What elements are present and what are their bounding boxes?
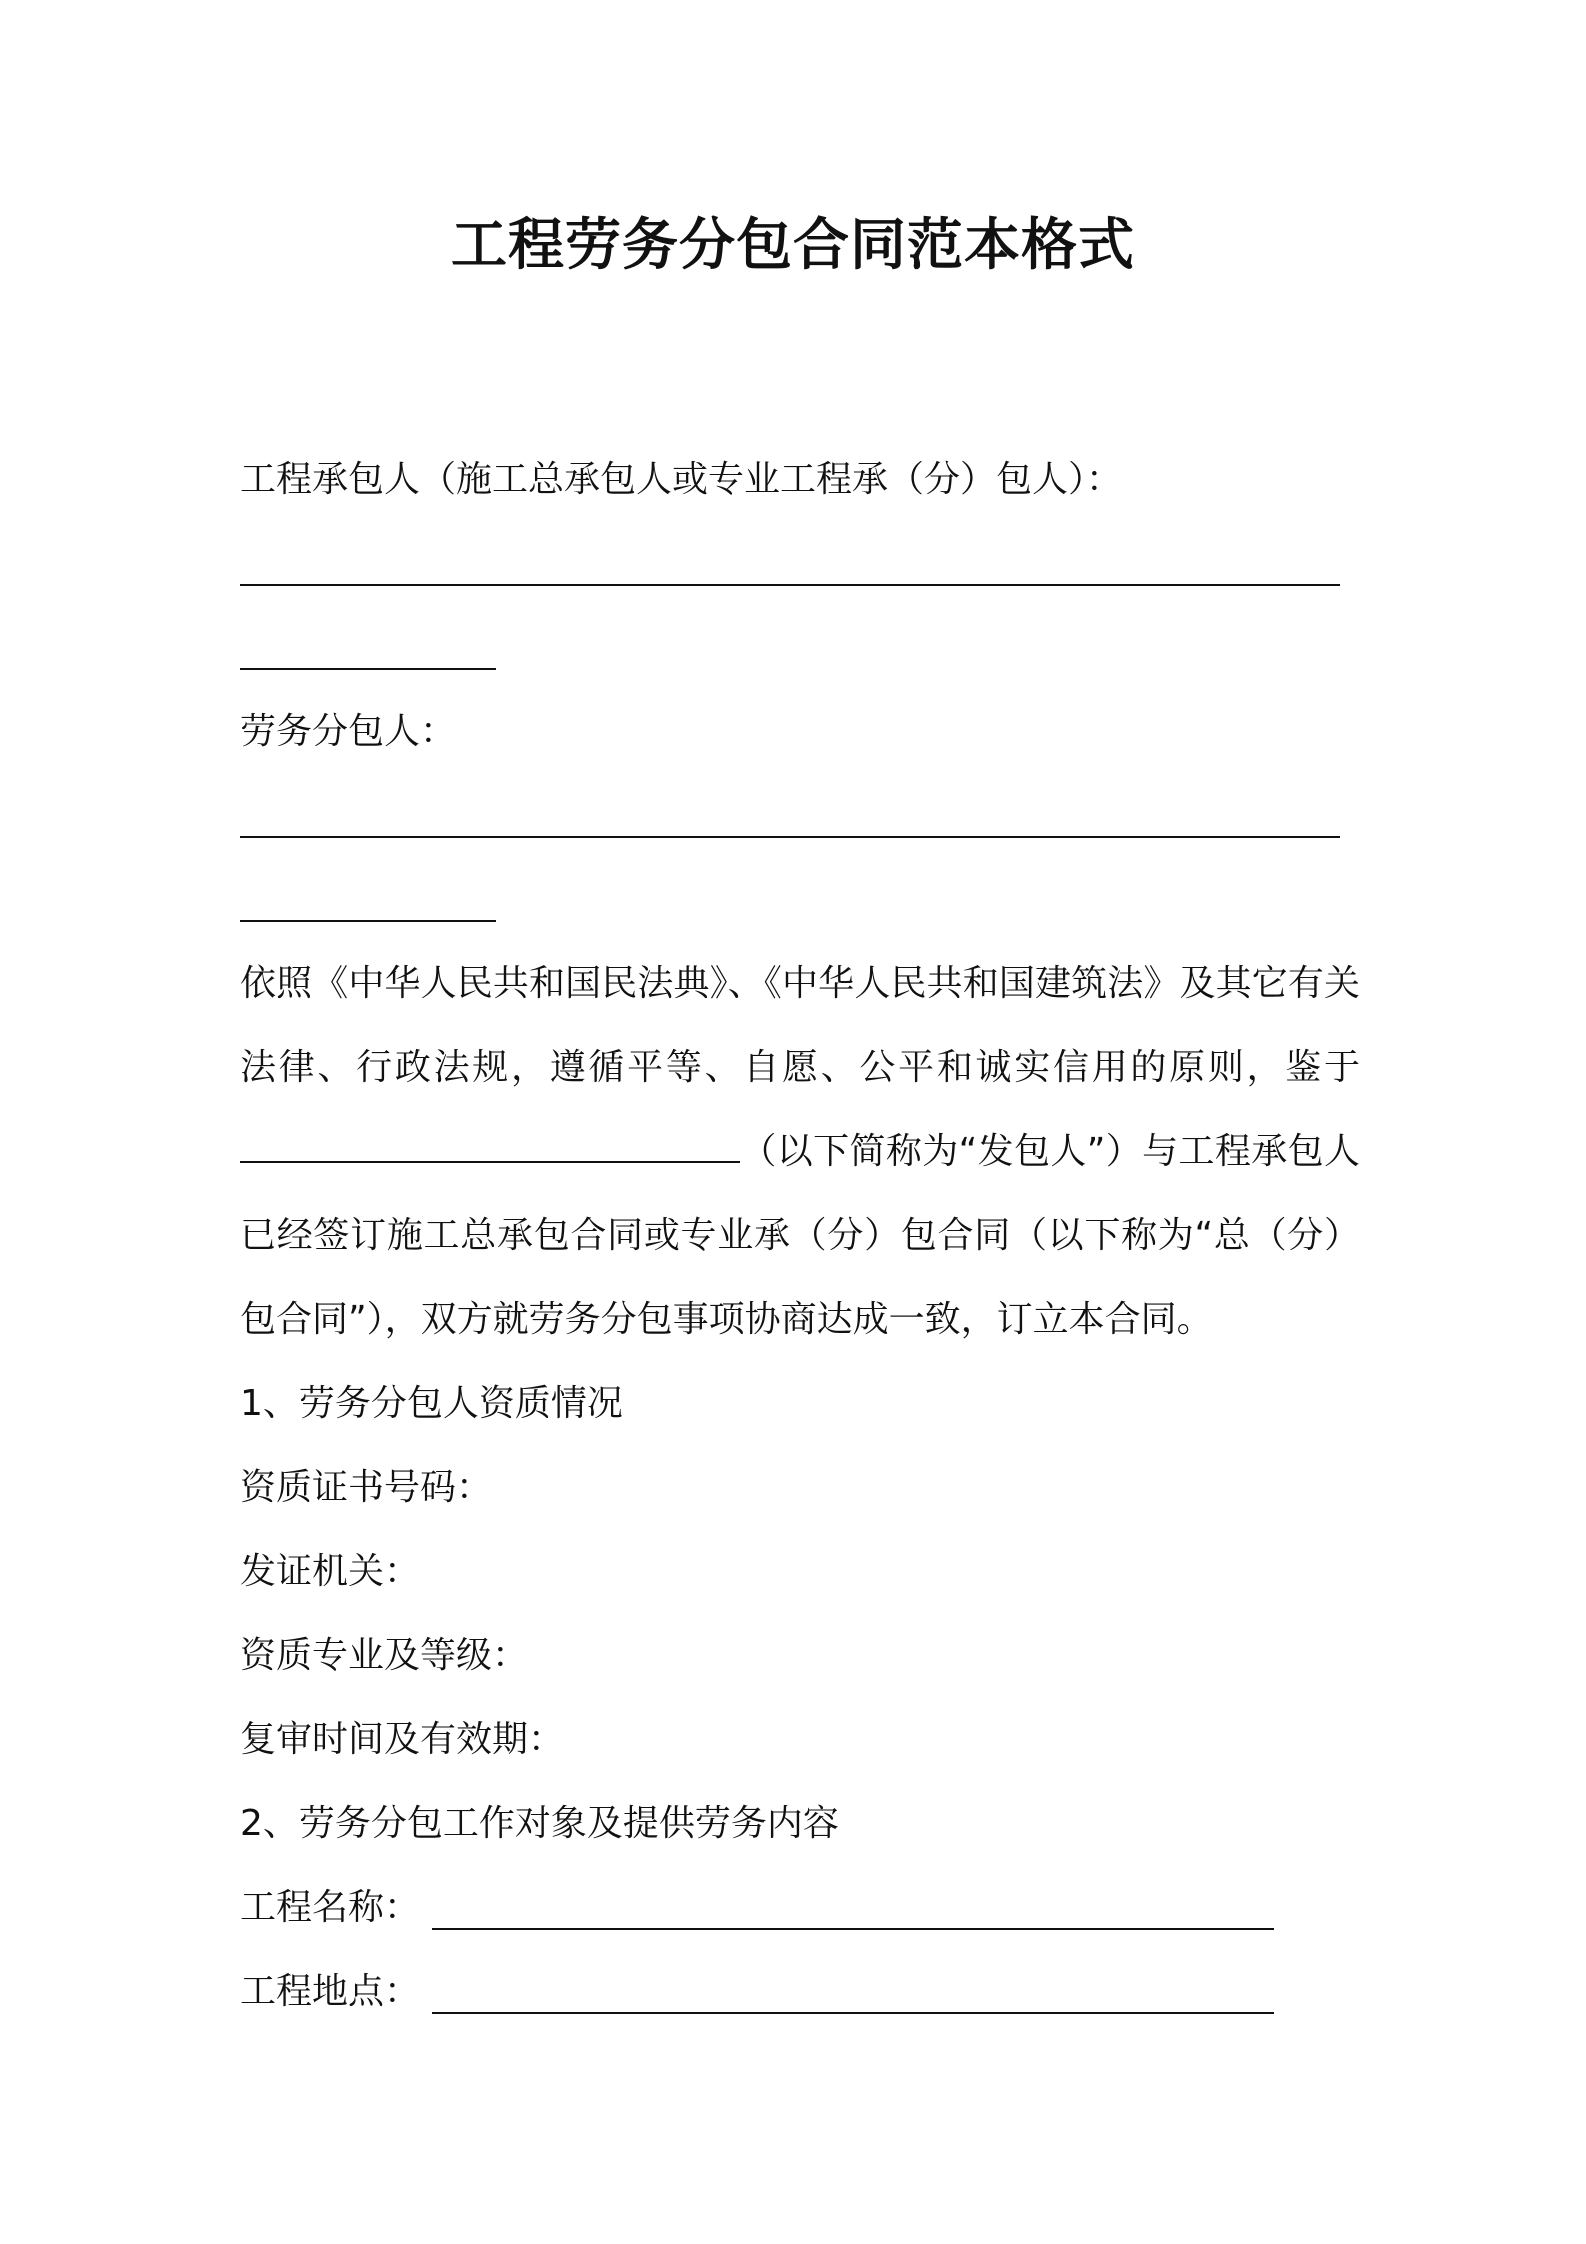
project-location-blank bbox=[432, 2012, 1274, 2014]
issuer-blank bbox=[240, 1131, 740, 1163]
intro-paragraph bbox=[240, 942, 1360, 1362]
contractor-label: 工程承包人（施工总承包人或专业工程承（分）包人）： bbox=[240, 459, 1123, 500]
cert-number-label: 资质证书号码： bbox=[240, 1467, 493, 1508]
document-title: 工程劳务分包合同范本格式 bbox=[451, 213, 1135, 278]
section2-heading: 2、劳务分包工作对象及提供劳务内容 bbox=[240, 1803, 839, 1844]
subcontractor-blank-line-1 bbox=[240, 836, 1340, 838]
qualification-level-label: 资质专业及等级： bbox=[240, 1635, 529, 1676]
subcontractor-label: 劳务分包人： bbox=[240, 711, 457, 752]
intro-text-part2: （以下简称为“发包人”）与工程承包人已经签订施工总承包合同或专业承（分）包合同（以下称为“总（分）包合同”），双方就劳务分包事项协商达成一致，订立本合同。 bbox=[240, 1131, 1360, 1340]
issuing-authority-label: 发证机关： bbox=[240, 1551, 421, 1592]
subcontractor-blank-line-2 bbox=[240, 920, 496, 922]
contractor-blank-line-1 bbox=[240, 584, 1340, 586]
contractor-blank-line-2 bbox=[240, 668, 496, 670]
intro-text-part1: 依照《中华人民共和国民法典》、《中华人民共和国建筑法》及其它有关法律、行政法规，遵循平等、自愿、公平和诚实信用的原则，鉴于 bbox=[240, 963, 1360, 1088]
project-name-label: 工程名称： bbox=[240, 1887, 421, 1928]
project-location-label: 工程地点： bbox=[240, 1971, 421, 2012]
project-name-blank bbox=[432, 1928, 1274, 1930]
section1-heading: 1、劳务分包人资质情况 bbox=[240, 1383, 623, 1424]
review-validity-label: 复审时间及有效期： bbox=[240, 1719, 565, 1760]
